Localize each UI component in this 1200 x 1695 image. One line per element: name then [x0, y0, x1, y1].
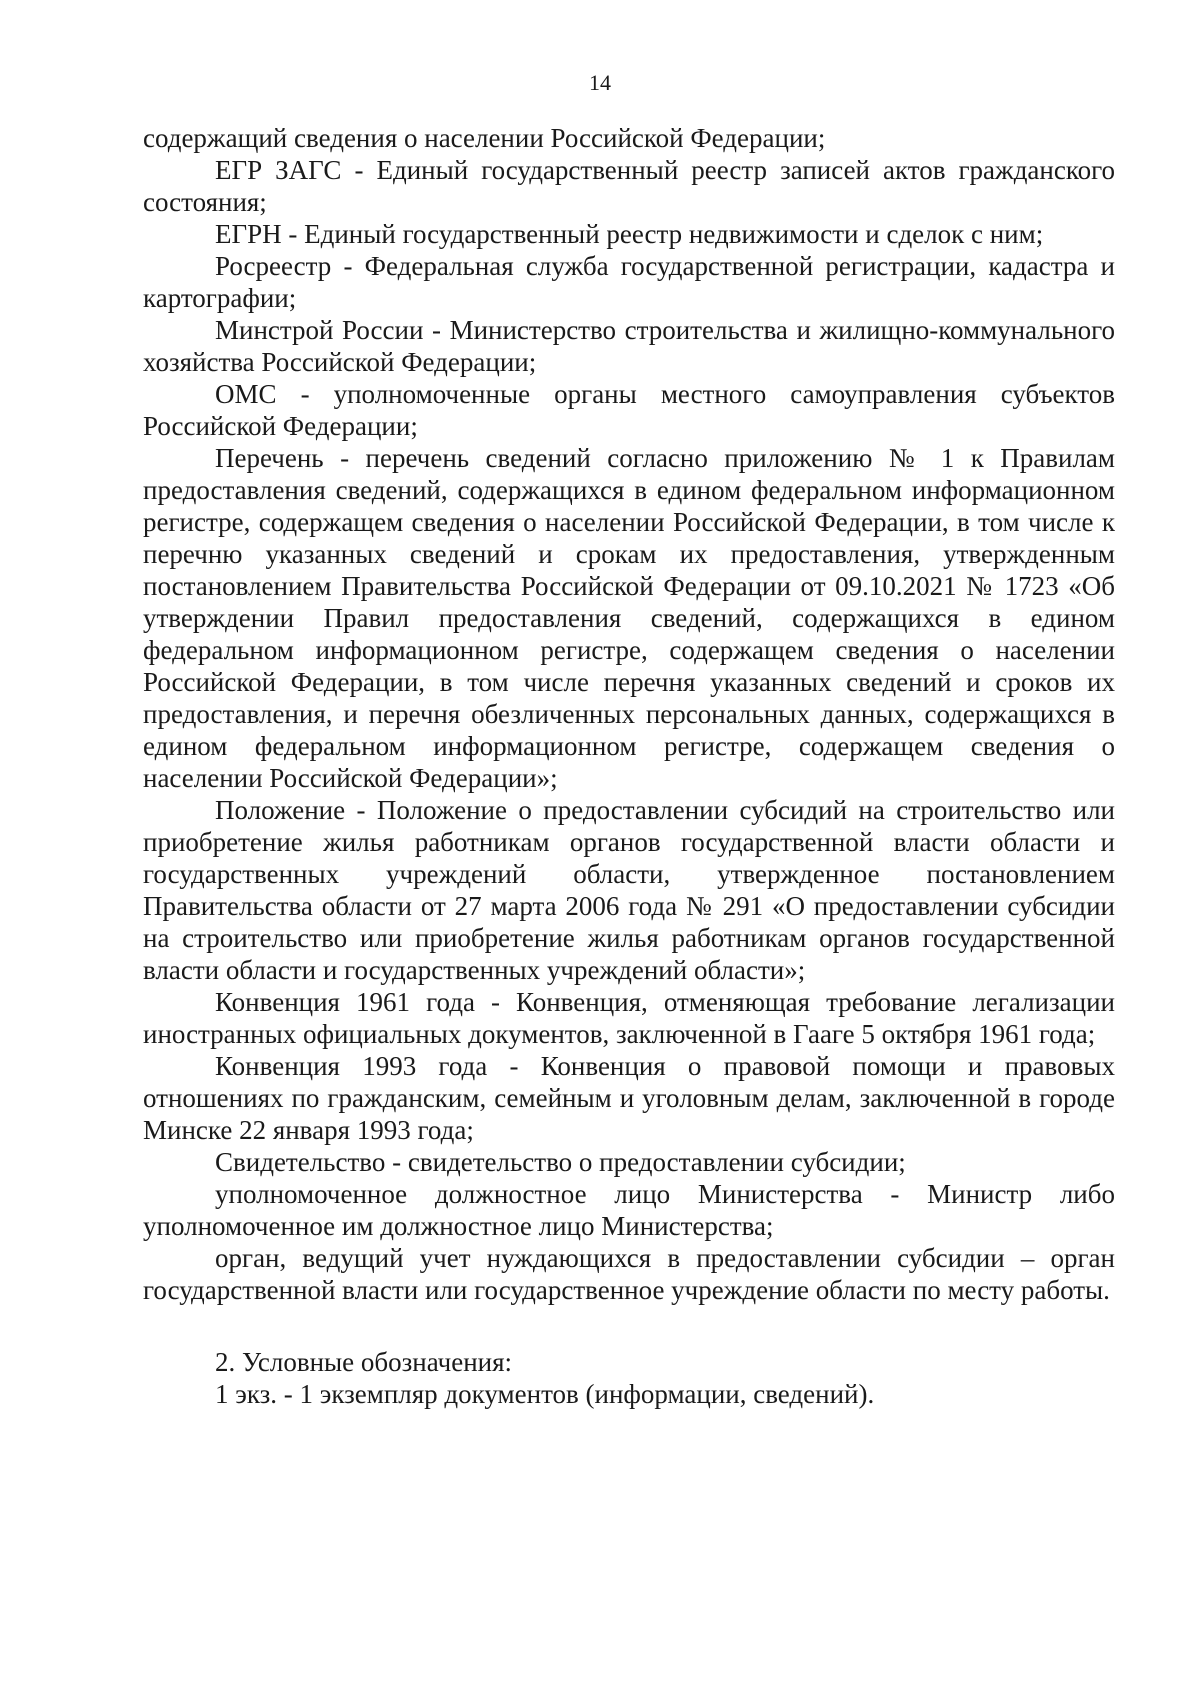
page-number: 14 — [589, 70, 611, 95]
paragraph-upolnomochennoe-lico: уполномоченное должностное лицо Министерства - Министр либо уполномоченное им должностное лицо Министерства; — [143, 1179, 1115, 1241]
document-body — [143, 122, 1115, 1410]
paragraph-perechen: Перечень - перечень сведений согласно приложению № 1 к Правилам предоставления сведений, содержащихся в едином федеральном информационном регистре, содержащем сведения о населении Российской Федерации, в том числе к перечню указанных сведений и срокам их предоставления, утвержденным постановлением Правительства Российской Федерации от 09.10.2021 № 1723 «Об утверждении Правил предоставления сведений, содержащихся в едином федеральном информационном регистре, содержащем сведения о населении Российской Федерации, в том числе перечня указанных сведений и сроков их предоставления, и перечня обезличенных персональных данных, содержащихся в едином федеральном информационном регистре, содержащем сведения о населении Российской Федерации»; — [143, 443, 1115, 793]
paragraph-rosreestr: Росреестр - Федеральная служба государственной регистрации, кадастра и картографии; — [143, 251, 1115, 313]
paragraph-polozhenie: Положение - Положение о предоставлении субсидий на строительство или приобретение жилья работникам органов государственной власти области и государственных учреждений области, утвержденное постановлением Правительства области от 27 марта 2006 года № 291 «О предоставлении субсидии на строительство или приобретение жилья работникам органов государственной власти области и государственных учреждений области»; — [143, 795, 1115, 985]
section-item: 1 экз. - 1 экземпляр документов (информации, сведений). — [215, 1379, 875, 1409]
paragraph-konvenciya-1961: Конвенция 1961 года - Конвенция, отменяющая требование легализации иностранных официальных документов, заключенной в Гааге 5 октября 1961 года; — [143, 987, 1115, 1049]
paragraph-oms: ОМС - уполномоченные органы местного самоуправления субъектов Российской Федерации; — [143, 379, 1115, 441]
paragraph-konvenciya-1993: Конвенция 1993 года - Конвенция о правовой помощи и правовых отношениях по гражданским, семейным и уголовным делам, заключенной в городе Минске 22 января 1993 года; — [143, 1051, 1115, 1145]
paragraph-minstroy: Минстрой России - Министерство строительства и жилищно-коммунального хозяйства Российской Федерации; — [143, 315, 1115, 377]
paragraph-egrn: ЕГРН - Единый государственный реестр недвижимости и сделок с ним; — [215, 219, 1044, 249]
section-spacer — [143, 1306, 1115, 1346]
paragraph-egr-zags: ЕГР ЗАГС - Единый государственный реестр записей актов гражданского состояния; — [143, 155, 1115, 217]
paragraph-continuation: содержащий сведения о населении Российской Федерации; — [143, 123, 826, 153]
paragraph-svidetelstvo: Свидетельство - свидетельство о предоставлении субсидии; — [215, 1147, 906, 1177]
paragraph-organ-ucheta: орган, ведущий учет нуждающихся в предоставлении субсидии – орган государственной власти или государственное учреждение области по месту работы. — [143, 1243, 1115, 1305]
section-heading: 2. Условные обозначения: — [215, 1347, 513, 1377]
